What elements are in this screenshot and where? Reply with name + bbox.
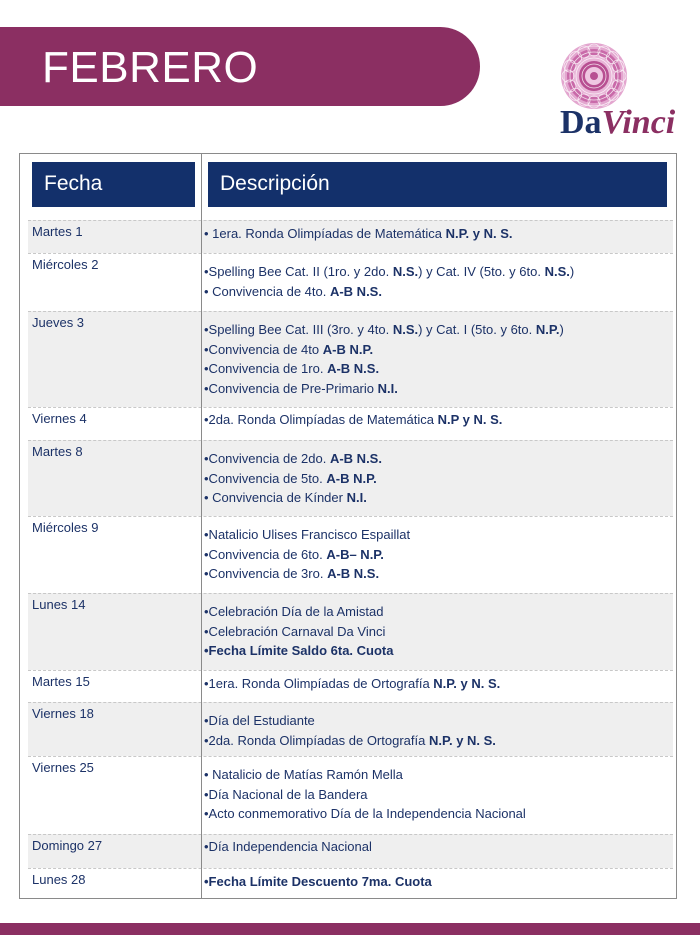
header-fecha: Fecha	[32, 162, 195, 207]
row-date: Viernes 4	[32, 411, 87, 426]
row-date: Martes 15	[32, 674, 90, 689]
table-row	[28, 834, 673, 868]
table-row	[28, 440, 673, 516]
row-date: Miércoles 2	[32, 257, 99, 272]
row-date: Miércoles 9	[32, 520, 99, 535]
description-item: • Natalicio de Matías Ramón Mella	[204, 767, 403, 782]
description-item: •1era. Ronda Olimpíadas de Ortografía N.P. y N. S.	[204, 676, 501, 691]
description-item: •2da. Ronda Olimpíadas de Ortografía N.P. y N. S.	[204, 732, 496, 748]
row-date: Lunes 14	[32, 597, 86, 612]
description-item: • Convivencia de Kínder N.I.	[204, 490, 367, 505]
description-item: •Convivencia de Pre-Primario N.I.	[204, 380, 398, 396]
logo-wordmark: DaVinci	[560, 104, 676, 141]
row-date: Martes 1	[32, 224, 83, 239]
table-row	[28, 756, 673, 834]
row-date: Viernes 18	[32, 706, 94, 721]
table-row	[28, 407, 673, 440]
column-divider	[201, 153, 202, 899]
description-item: •Celebración Carnaval Da Vinci	[204, 623, 386, 639]
row-date: Domingo 27	[32, 838, 103, 853]
row-date: Martes 8	[32, 444, 83, 459]
description-item: •Celebración Día de la Amistad	[204, 604, 384, 619]
description-item: •2da. Ronda Olimpíadas de Matemática N.P y N. S.	[204, 412, 503, 427]
row-date: Viernes 25	[32, 760, 94, 775]
description-item: •Convivencia de 3ro. A-B N.S.	[204, 566, 380, 581]
description-item: •Fecha Límite Descuento 7ma. Cuota	[204, 874, 432, 889]
table-row	[28, 253, 673, 311]
header-descripcion: Descripción	[208, 162, 667, 207]
footer-bar	[0, 923, 700, 935]
description-item: •Día Nacional de la Bandera	[204, 786, 368, 802]
description-item: •Convivencia de 4to A-B N.P.	[204, 341, 374, 357]
description-item: •Convivencia de 5to. A-B N.P.	[204, 470, 377, 486]
description-item: •Spelling Bee Cat. II (1ro. y 2do. N.S.) y Cat. IV (5to. y 6to. N.S.)	[204, 264, 575, 279]
description-item: •Spelling Bee Cat. III (3ro. y 4to. N.S.) y Cat. I (5to. y 6to. N.P.)	[204, 322, 564, 337]
description-item: •Acto conmemorativo Día de la Independencia Nacional	[204, 806, 526, 821]
table-row	[28, 670, 673, 702]
table-row	[28, 220, 673, 253]
description-item: •Convivencia de 1ro. A-B N.S.	[204, 361, 380, 376]
description-item: • 1era. Ronda Olimpíadas de Matemática N.P. y N. S.	[204, 226, 513, 241]
table-row	[28, 868, 673, 899]
table-row	[28, 516, 673, 593]
description-item: •Día Independencia Nacional	[204, 839, 372, 854]
description-item: •Natalicio Ulises Francisco Espaillat	[204, 527, 411, 542]
table-row	[28, 702, 673, 756]
description-item: • Convivencia de 4to. A-B N.S.	[204, 283, 382, 299]
description-item: •Convivencia de 2do. A-B N.S.	[204, 451, 382, 466]
description-item: •Convivencia de 6to. A-B– N.P.	[204, 546, 384, 562]
page-title: FEBRERO	[42, 43, 259, 92]
description-item: •Fecha Límite Saldo 6ta. Cuota	[204, 643, 394, 658]
row-date: Lunes 28	[32, 872, 86, 887]
description-item: •Día del Estudiante	[204, 713, 315, 728]
row-date: Jueves 3	[32, 315, 85, 330]
table-row	[28, 593, 673, 670]
table-row	[28, 311, 673, 407]
